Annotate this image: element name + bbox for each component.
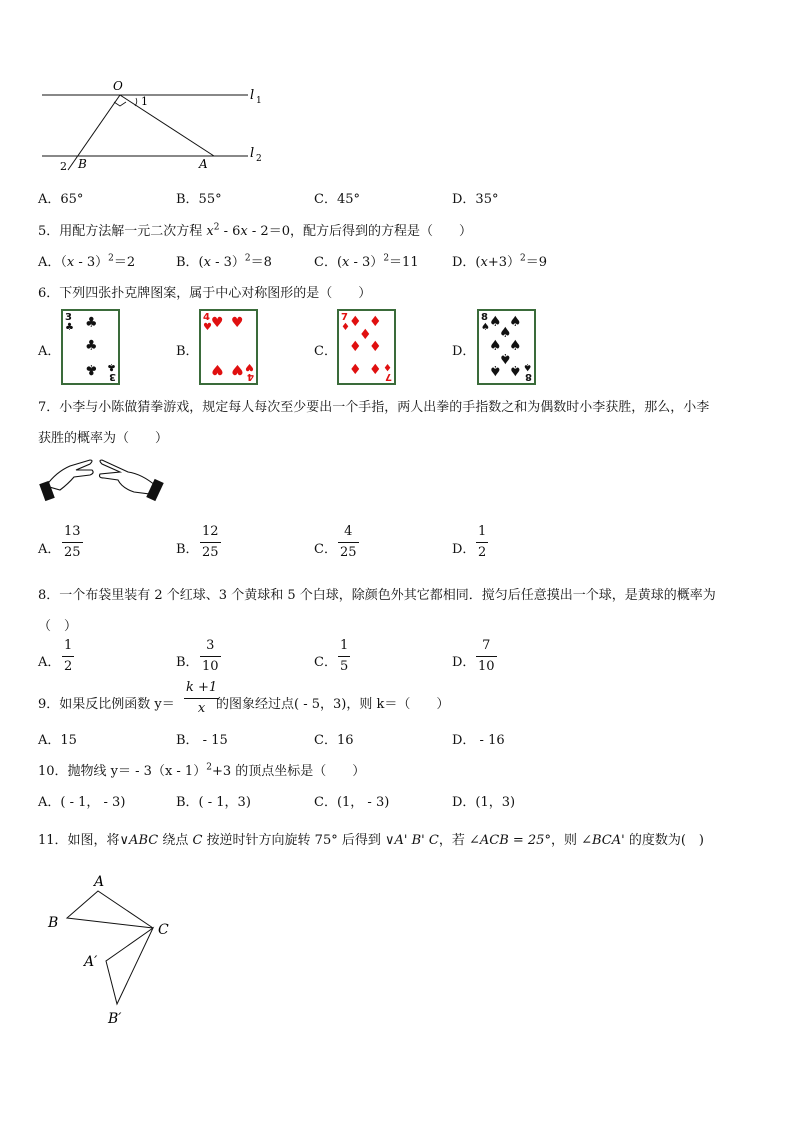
point-a-label: A <box>94 874 105 890</box>
hands-illustration <box>38 450 168 505</box>
q8-option-b-fraction: 3 10 <box>202 638 219 674</box>
q11-stem: 11．如图，将∨ABC 绕点 C 按逆时针方向旋转 75° 后得到 ∨A' B' C，若 ∠ACB = 25°，则 ∠BCA' 的度数为( ) <box>38 833 704 848</box>
q6-label-d: D． <box>452 344 476 359</box>
diamond-pip-icon: ♦ <box>369 339 382 355</box>
q10-option-d: D．(1，3) <box>452 795 516 810</box>
q9-stem-suffix: 的图象经过点( - 5，3)，则 k＝（ ） <box>216 697 450 712</box>
line-l1-subscript: 1 <box>256 96 262 106</box>
q10-stem: 10．抛物线 y＝ - 3（x - 1）$^2$+3 的顶点坐标是（ ） <box>38 762 366 779</box>
q4-option-b: B．55° <box>176 192 222 207</box>
q8-option-c-label: C． <box>314 655 337 670</box>
q7-stem-line-2: 获胜的概率为（ ） <box>38 431 169 446</box>
line-l2-label: l <box>250 146 255 161</box>
q5-option-a: A．（x - 3）$^2$＝2 <box>38 253 136 270</box>
spade-pip-icon: ♠ <box>499 325 512 341</box>
q9-option-d: D． - 16 <box>452 733 505 748</box>
point-b-label: B <box>78 157 87 171</box>
spade-pip-icon: ♠ <box>489 362 502 378</box>
q10-option-a: A．( - 1， - 3) <box>38 795 126 810</box>
q4-option-a: A．65° <box>38 192 84 207</box>
q9-fraction: k +1 x <box>186 680 218 716</box>
diamond-pip-icon: ♦ <box>349 314 362 330</box>
point-a-prime-label: A′ <box>84 954 98 970</box>
parallel-lines-figure <box>36 78 276 178</box>
q5-stem: 5．用配方法解一元二次方程 $x^2 - 6x - 2=0$，配方后得到的方程是（ ） <box>38 222 472 239</box>
q7-option-c-fraction: 4 25 <box>340 524 357 560</box>
heart-pip-icon: ♥ <box>211 361 224 377</box>
diamond-pip-icon: ♦ <box>369 362 382 378</box>
line-l1-label: l <box>250 88 255 103</box>
q7-option-b-fraction: 12 25 <box>202 524 219 560</box>
q7-option-d-fraction: 1 2 <box>478 524 487 560</box>
q5-option-d: D．(x+3）$^2$＝9 <box>452 253 548 270</box>
q7-option-b-label: B． <box>176 542 199 557</box>
q8-stem-line-1: 8．一个布袋里装有 2 个红球、3 个黄球和 5 个白球，除颜色外其它都相同．搅匀后任意摸出一个球，是黄球的概率为 <box>38 588 716 603</box>
q5-option-b: B．(x - 3）$^2$＝8 <box>176 253 272 270</box>
q9-option-c: C．16 <box>314 733 354 748</box>
heart-pip-icon: ♥ <box>231 315 244 331</box>
q6-label-b: B． <box>176 344 199 359</box>
q8-option-d-fraction: 7 10 <box>478 638 495 674</box>
playing-card-8-spades: 8 ♠ ♠ ♠ ♠ ♠ ♠ ♠ ♠ ♠ ♠ 8 <box>477 309 536 385</box>
q8-stem-line-2: （ ） <box>38 619 78 634</box>
diamond-pip-icon: ♦ <box>359 327 372 343</box>
spade-pip-icon: ♠ <box>509 314 522 330</box>
diamond-pip-icon: ♦ <box>369 314 382 330</box>
spade-pip-icon: ♠ <box>489 314 502 330</box>
q7-option-d-label: D． <box>452 542 476 557</box>
playing-card-7-diamonds: 7 ♦ ♦ ♦ ♦ ♦ ♦ ♦ ♦ ♦ 7 <box>337 309 396 385</box>
point-b-prime-label: B′ <box>108 1011 122 1027</box>
q10-option-c: C．(1， - 3) <box>314 795 390 810</box>
q4-option-d: D．35° <box>452 192 499 207</box>
q7-option-c-label: C． <box>314 542 337 557</box>
point-o-label: O <box>113 79 123 93</box>
point-c-label: C <box>158 922 169 938</box>
q7-option-a-fraction: 13 25 <box>64 524 81 560</box>
spade-pip-icon: ♠ <box>499 350 512 366</box>
rotation-triangles-figure <box>40 868 190 1033</box>
q8-option-a-fraction: 1 2 <box>64 638 73 674</box>
spade-pip-icon: ♠ <box>509 362 522 378</box>
heart-pip-icon: ♥ <box>231 361 244 377</box>
q9-option-a: A．15 <box>38 733 77 748</box>
diamond-pip-icon: ♦ <box>349 362 362 378</box>
club-pip-icon: ♣ <box>85 361 98 377</box>
q8-option-a-label: A． <box>38 655 61 670</box>
q8-option-b-label: B． <box>176 655 199 670</box>
q7-option-a-label: A． <box>38 542 61 557</box>
angle-1-label: 1 <box>141 95 148 108</box>
q8-option-d-label: D． <box>452 655 476 670</box>
playing-card-3-clubs: 3 ♣ ♣ ♣ ♣ ♣ 3 <box>61 309 120 385</box>
diamond-pip-icon: ♦ <box>349 339 362 355</box>
q6-label-c: C． <box>314 344 337 359</box>
q7-stem-line-1: 7．小李与小陈做猜拳游戏，规定每人每次至少要出一个手指，两人出拳的手指数之和为偶数时小李获胜，那么，小李 <box>38 400 710 415</box>
q6-label-a: A． <box>38 344 61 359</box>
q10-option-b: B．( - 1，3) <box>176 795 251 810</box>
heart-pip-icon: ♥ <box>211 315 224 331</box>
q9-option-b: B． - 15 <box>176 733 228 748</box>
club-pip-icon: ♣ <box>85 338 98 354</box>
point-a-label: A <box>199 157 208 171</box>
q5-option-c: C．(x - 3）$^2$＝11 <box>314 253 419 270</box>
club-pip-icon: ♣ <box>85 315 98 331</box>
angle-2-label: 2 <box>60 160 67 173</box>
point-b-label: B <box>48 915 59 931</box>
line-l2-subscript: 2 <box>256 154 262 164</box>
q9-stem-prefix: 9．如果反比例函数 y＝ <box>38 697 175 712</box>
spade-pip-icon: ♠ <box>489 338 502 354</box>
spade-pip-icon: ♠ <box>509 338 522 354</box>
q8-option-c-fraction: 1 5 <box>340 638 349 674</box>
q4-option-c: C．45° <box>314 192 360 207</box>
playing-card-4-hearts: 4 ♥ ♥ ♥ ♥ ♥ ♥ 4 <box>199 309 258 385</box>
q6-stem: 6．下列四张扑克牌图案，属于中心对称图形的是（ ） <box>38 286 372 301</box>
